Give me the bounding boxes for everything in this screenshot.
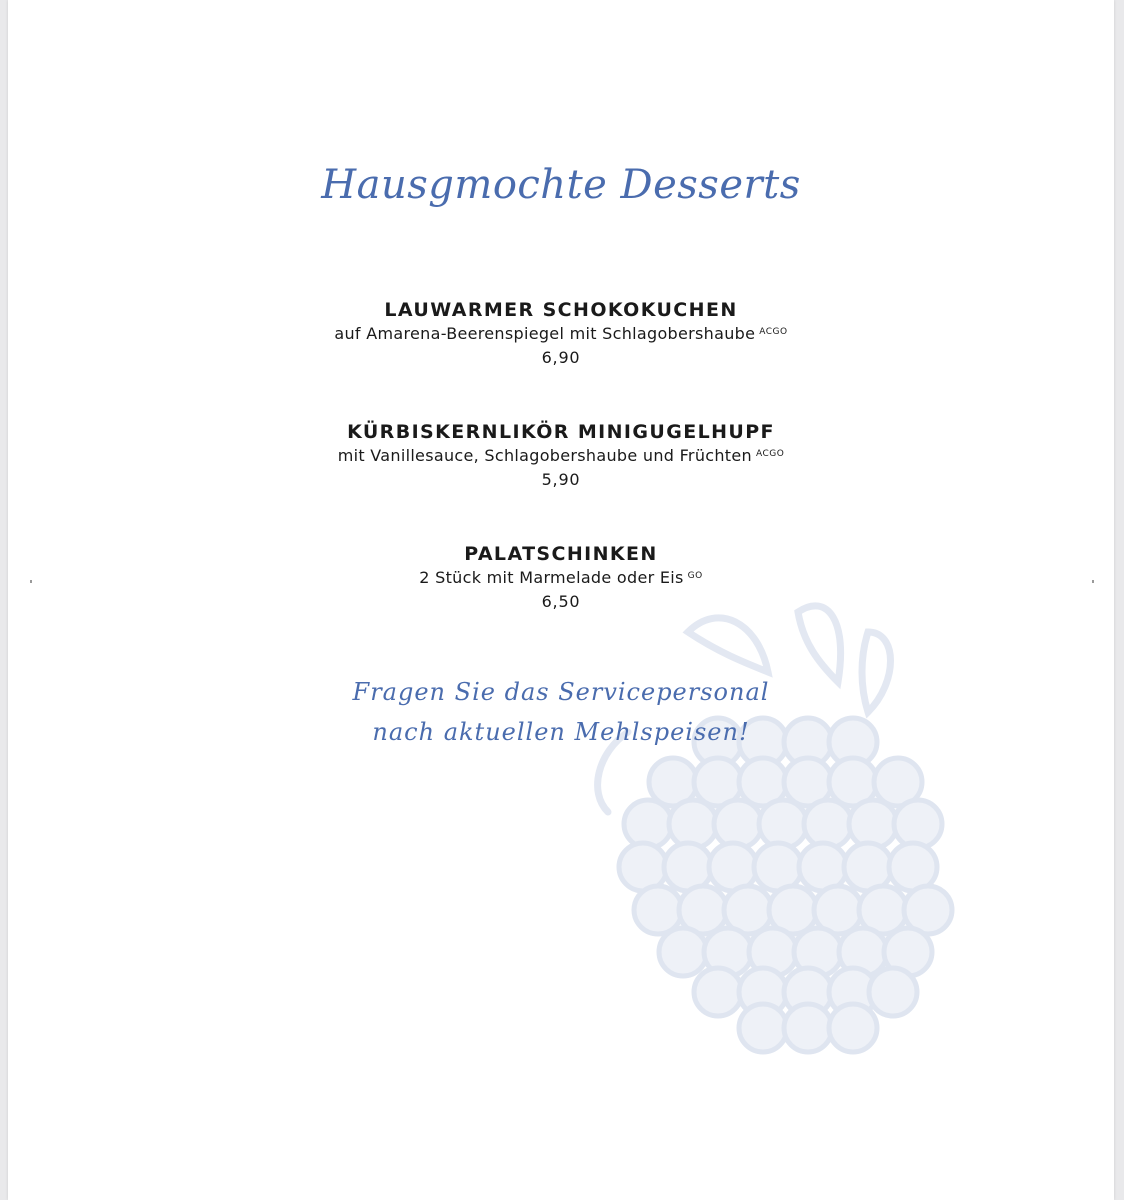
service-note-line: nach aktuellen Mehlspeisen!: [372, 718, 750, 746]
menu-title: Hausgmochte Desserts: [321, 162, 801, 208]
raspberry-drupe: [849, 800, 897, 848]
item-name: LAUWARMER SCHOKOKUCHEN: [384, 299, 738, 321]
raspberry-drupe: [634, 886, 682, 934]
item-name: PALATSCHINKEN: [464, 543, 658, 565]
menu-page: [8, 0, 1114, 1200]
item-description: 2 Stück mit Marmelade oder Eis: [419, 568, 684, 587]
item-price: 6,50: [541, 592, 581, 611]
raspberry-drupe: [739, 1004, 787, 1052]
raspberry-drupe: [804, 800, 852, 848]
raspberry-drupe: [659, 928, 707, 976]
menu-item: [8, 542, 1114, 614]
raspberry-drupe: [759, 800, 807, 848]
item-description: mit Vanillesauce, Schlagobershaube und Früchten: [337, 446, 752, 465]
raspberry-drupe: [714, 800, 762, 848]
raspberry-drupe: [784, 1004, 832, 1052]
service-note-line: Fragen Sie das Servicepersonal: [352, 678, 770, 706]
item-name: KÜRBISKERNLIKÖR MINIGUGELHUPF: [347, 421, 775, 443]
allergen-codes: ACGO: [759, 327, 788, 337]
allergen-codes: ACGO: [755, 449, 785, 459]
item-description-line: [8, 322, 1114, 346]
item-price: 5,90: [541, 470, 581, 489]
raspberry-drupe: [624, 800, 672, 848]
menu-item: [8, 420, 1114, 492]
allergen-codes: GO: [687, 571, 703, 581]
item-price: 6,90: [541, 348, 581, 367]
raspberry-drupe: [669, 800, 717, 848]
item-description-line: [8, 566, 1114, 590]
raspberry-drupe: [694, 968, 742, 1016]
item-description-line: [8, 444, 1114, 468]
item-description: auf Amarena-Beerenspiegel mit Schlagobershaube: [334, 324, 756, 343]
raspberry-drupe: [829, 1004, 877, 1052]
raspberry-drupe: [869, 968, 917, 1016]
raspberry-drupe: [894, 800, 942, 848]
menu-item: [8, 298, 1114, 370]
raspberry-illustration: [568, 592, 978, 1062]
service-note: [8, 672, 1114, 752]
